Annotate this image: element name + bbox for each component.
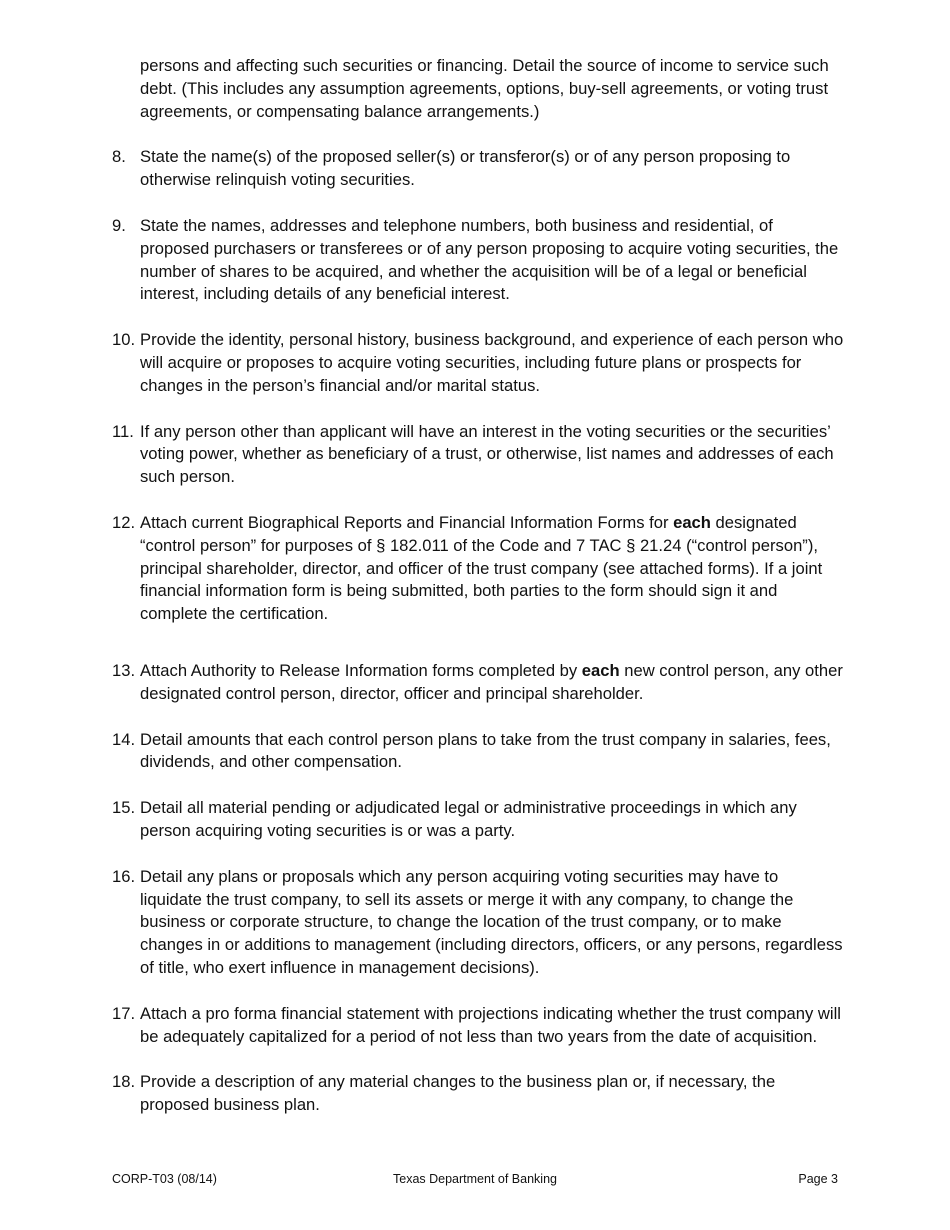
- item-number: 17.: [112, 1003, 136, 1023]
- lead-paragraph: persons and affecting such securities or financing. Detail the source of income to service such debt. (This includes any assumption agreements, options, buy-sell agreements, or voting trust agreements, or compensating balance arrangements.): [140, 56, 829, 121]
- document-body: [112, 55, 844, 1117]
- list-item: [112, 512, 844, 626]
- list-item: [112, 215, 844, 306]
- list-item: [112, 1003, 844, 1049]
- item-text: Detail all material pending or adjudicated legal or administrative proceedings in which any person acquiring voting securities is or was a party.: [140, 798, 797, 840]
- list-item: [112, 660, 844, 706]
- item-text: State the name(s) of the proposed seller(s) or transferor(s) or of any person proposing to otherwise relinquish voting securities.: [140, 147, 791, 190]
- item-number: 18.: [112, 1072, 136, 1092]
- item-text: [140, 660, 844, 706]
- item-text-part: Attach Authority to Release Information forms completed by: [140, 660, 582, 680]
- item-text-part: Attach current Biographical Reports and Financial Information Forms for: [140, 512, 674, 532]
- item-text: Detail any plans or proposals which any person acquiring voting securities may have to liquidate the trust company, to sell its assets or merge it with any company, to change the business or corporate structure, to change the location of the trust company, or to make changes in or additions to management (including directors, officers, or any persons, regardless of title, who exert influence in management decisions).: [140, 866, 843, 977]
- list-item: [112, 421, 844, 489]
- item-text: Provide the identity, personal history, business background, and experience of each person who will acquire or proposes to acquire voting securities, including future plans or prospects for changes in the person’s financial and/or marital status.: [140, 330, 844, 395]
- item-text: [140, 512, 844, 626]
- emphasis-text: each: [581, 660, 620, 680]
- item-number: 15.: [112, 798, 136, 818]
- item-text: If any person other than applicant will have an interest in the voting securities or the securities’ voting power, whether as beneficiary of a trust, or otherwise, list names and addresses of each such person.: [140, 421, 834, 487]
- item-text: Detail amounts that each control person plans to take from the trust company in salaries, fees, dividends, and other compensation.: [140, 729, 831, 772]
- item-number: 8.: [112, 147, 126, 167]
- item-text: State the names, addresses and telephone numbers, both business and residential, of proposed purchasers or transferees or of any person proposing to acquire voting securities, the number of shares to be acquired, and whether the acquisition will be of a legal or beneficial interest, including details of any beneficial interest.: [140, 215, 839, 304]
- list-item: [112, 866, 844, 980]
- item-number: 12.: [112, 512, 136, 532]
- item-number: 13.: [112, 660, 136, 680]
- list-item: [112, 146, 844, 192]
- page-number: Page 3: [798, 1172, 838, 1186]
- item-text: Provide a description of any material changes to the business plan or, if necessary, the proposed business plan.: [140, 1072, 776, 1115]
- item-text-part: new control person, any other designated control person, director, officer and principal shareholder.: [140, 660, 843, 703]
- item-number: 14.: [112, 729, 136, 749]
- list-item: [112, 329, 844, 397]
- item-text-part: designated “control person” for purposes of § 182.011 of the Code and 7 TAC § 21.24 (“control person”), principal shareholder, director, and officer of the trust company (see attached forms). If a joint financial information form is being submitted, both parties to the form should sign it and complete the certification.: [140, 512, 823, 624]
- item-number: 16.: [112, 866, 136, 886]
- item-number: 11.: [112, 421, 134, 441]
- item-text: Attach a pro forma financial statement with projections indicating whether the trust company will be adequately capitalized for a period of not less than two years from the date of acquisition.: [140, 1003, 841, 1046]
- item-number: 9.: [112, 215, 126, 235]
- form-id: CORP-T03 (08/14): [112, 1172, 217, 1186]
- list-item: [112, 729, 844, 775]
- agency-name: Texas Department of Banking: [393, 1172, 557, 1186]
- list-item: [112, 797, 844, 843]
- item-number: 10.: [112, 330, 136, 350]
- list-item: [112, 1071, 844, 1117]
- emphasis-text: each: [673, 512, 711, 532]
